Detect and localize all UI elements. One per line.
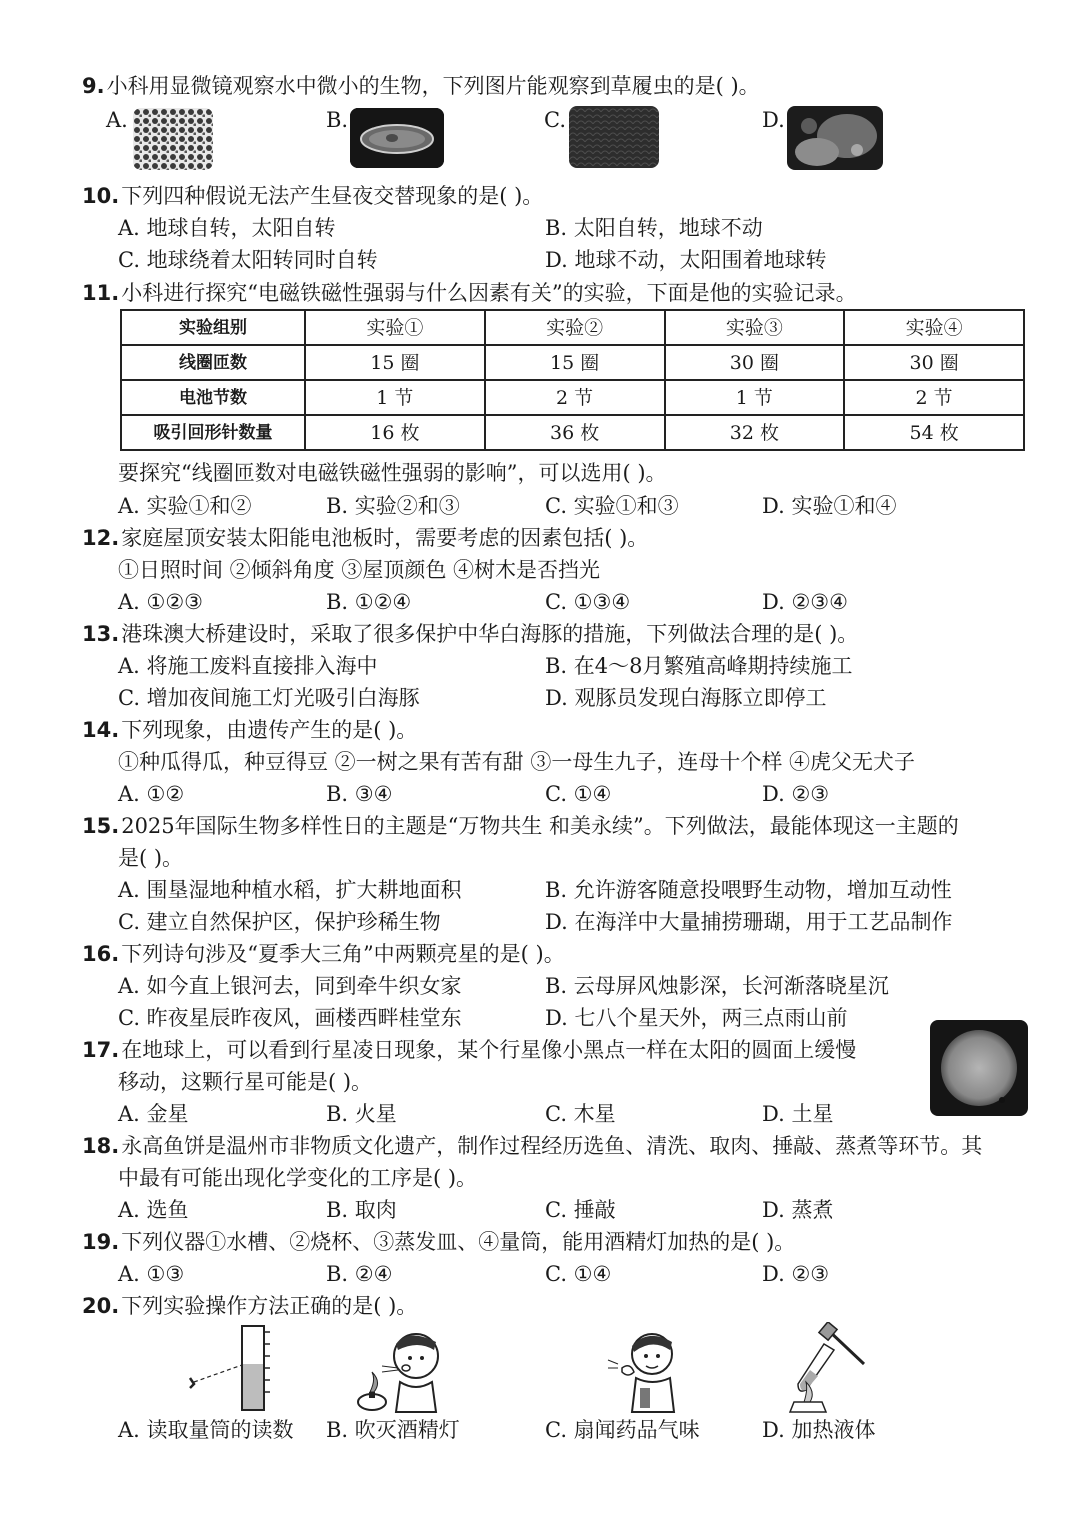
table-cell: 电池节数 [121, 380, 305, 415]
option-c: C. 增加夜间施工灯光吸引白海豚 [118, 686, 420, 710]
question-stem-continued: 是( )。 [118, 846, 184, 870]
question-number: 19. [82, 1230, 120, 1254]
option-b: B. ③④ [326, 782, 393, 806]
question-stem: 2025年国际生物多样性日的主题是“万物共生 和美永续”。下列做法，最能体现这一主题的 [121, 814, 959, 838]
option-d: D. [762, 108, 785, 132]
table-cell: 30 圈 [844, 345, 1024, 380]
question-stem: 小科进行探究“电磁铁磁性强弱与什么因素有关”的实验，下面是他的实验记录。 [121, 281, 857, 305]
option-d: D. 在海洋中大量捕捞珊瑚，用于工艺品制作 [545, 910, 953, 934]
option-c: C. ①④ [545, 782, 612, 806]
table-cell: 36 枚 [485, 415, 665, 450]
option-a: A. [106, 108, 128, 132]
option-d: D. 加热液体 [762, 1418, 876, 1442]
option-b: B. ①②④ [326, 590, 412, 614]
table-header-cell: 实验④ [844, 310, 1024, 345]
option-b: B. 允许游客随意投喂野生动物，增加互动性 [545, 878, 952, 902]
option-a: A. 将施工废料直接排入海中 [118, 654, 378, 678]
option-d: D. 地球不动，太阳围着地球转 [545, 248, 827, 272]
option-a: A. 实验①和② [118, 494, 252, 518]
option-c: C. 地球绕着太阳转同时自转 [118, 248, 378, 272]
option-a: A. 如今直上银河去，同到牵牛织女家 [118, 974, 462, 998]
dark-texture-micrograph-image [569, 106, 659, 168]
table-cell: 吸引回形针数量 [121, 415, 305, 450]
option-b: B. 吹灭酒精灯 [326, 1418, 460, 1442]
option-b: B. ②④ [326, 1262, 393, 1286]
option-c: C. [544, 108, 566, 132]
table-header-row [121, 310, 1024, 345]
question-stem: 港珠澳大桥建设时，采取了很多保护中华白海豚的措施，下列做法合理的是( )。 [121, 622, 859, 646]
option-c: C. 捶敲 [545, 1198, 616, 1222]
option-d: D. 实验①和④ [762, 494, 897, 518]
question-items: ①种瓜得瓜，种豆得豆 ②一树之果有苦有甜 ③一母生九子，连母十个样 ④虎父无犬子 [118, 750, 916, 774]
question-9 [82, 70, 760, 102]
question-stem: 下列实验操作方法正确的是( )。 [121, 1294, 418, 1318]
question-14 [82, 714, 417, 746]
option-d: D. ②③ [762, 782, 830, 806]
option-c: C. 实验①和③ [545, 494, 679, 518]
question-stem: 下列诗句涉及“夏季大三角”中两颗亮星的是( )。 [121, 942, 565, 966]
question-16 [82, 938, 565, 970]
table-cell: 54 枚 [844, 415, 1024, 450]
option-d: D. ②③④ [762, 590, 848, 614]
option-a: A. 地球自转，太阳自转 [118, 216, 336, 240]
question-11 [82, 277, 857, 309]
question-items: ①日照时间 ②倾斜角度 ③屋顶颜色 ④树木是否挡光 [118, 558, 601, 582]
option-b: B. 取肉 [326, 1198, 397, 1222]
option-b: B. 在4～8月繁殖高峰期持续施工 [545, 654, 853, 678]
option-c: C. ①③④ [545, 590, 631, 614]
question-number: 10. [82, 184, 120, 208]
question-stem: 下列仪器①水槽、②烧杯、③蒸发皿、④量筒，能用酒精灯加热的是( )。 [121, 1230, 796, 1254]
table-cell: 32 枚 [665, 415, 845, 450]
question-stem: 小科用显微镜观察水中微小的生物，下列图片能观察到草履虫的是( )。 [106, 74, 760, 98]
option-c: C. 扇闻药品气味 [545, 1418, 700, 1442]
option-c: C. 木星 [545, 1102, 616, 1126]
option-a: A. 选鱼 [118, 1198, 189, 1222]
table-cell: 1 节 [665, 380, 845, 415]
option-c: C. 昨夜星辰昨夜风，画楼西畔桂堂东 [118, 1006, 462, 1030]
question-number: 20. [82, 1294, 120, 1318]
option-b: B. 火星 [326, 1102, 397, 1126]
option-b: B. [326, 108, 349, 132]
question-number: 11. [82, 281, 120, 305]
question-stem: 永高鱼饼是温州市非物质文化遗产，制作过程经历选鱼、清洗、取肉、捶敲、蒸煮等环节。其 [121, 1134, 983, 1158]
question-13 [82, 618, 858, 650]
question-stem: 下列四种假说无法产生昼夜交替现象的是( )。 [121, 184, 544, 208]
question-20 [82, 1290, 417, 1322]
table-row [121, 345, 1024, 380]
option-d: D. 观豚员发现白海豚立即停工 [545, 686, 827, 710]
dense-cells-micrograph-image [133, 108, 213, 170]
question-number: 13. [82, 622, 120, 646]
option-b: B. 实验②和③ [326, 494, 460, 518]
option-c: C. 建立自然保护区，保护珍稀生物 [118, 910, 441, 934]
question-10 [82, 180, 543, 212]
table-cell: 15 圈 [305, 345, 485, 380]
question-11-sub-stem: 要探究“线圈匝数对电磁铁磁性强弱的影响”，可以选用( )。 [118, 461, 667, 485]
question-number: 17. [82, 1038, 120, 1062]
option-d: D. 蒸煮 [762, 1198, 834, 1222]
option-c: C. ①④ [545, 1262, 612, 1286]
table-cell: 16 枚 [305, 415, 485, 450]
graduated-cylinder-reading-figure [180, 1322, 280, 1414]
question-17 [82, 1034, 856, 1066]
waft-smell-figure [600, 1322, 686, 1414]
option-a: A. 读取量筒的读数 [118, 1418, 294, 1442]
question-number: 18. [82, 1134, 120, 1158]
paramecium-micrograph-image [350, 108, 444, 168]
experiment-table [120, 309, 1025, 451]
table-cell: 线圈匝数 [121, 345, 305, 380]
table-header-cell: 实验① [305, 310, 485, 345]
table-row [121, 380, 1024, 415]
question-stem: 在地球上，可以看到行星凌日现象，某个行星像小黑点一样在太阳的圆面上缓慢 [121, 1038, 857, 1062]
question-number: 12. [82, 526, 120, 550]
option-a: A. 围垦湿地种植水稻，扩大耕地面积 [118, 878, 462, 902]
table-cell: 2 节 [485, 380, 665, 415]
question-18 [82, 1130, 982, 1162]
option-b: B. 云母屏风烛影深，长河渐落晓星沉 [545, 974, 889, 998]
table-cell: 15 圈 [485, 345, 665, 380]
option-a: A. ①② [118, 782, 185, 806]
question-number: 16. [82, 942, 120, 966]
question-19 [82, 1226, 795, 1258]
question-stem: 下列现象，由遗传产生的是( )。 [121, 718, 418, 742]
question-stem: 家庭屋顶安装太阳能电池板时，需要考虑的因素包括( )。 [121, 526, 649, 550]
question-12 [82, 522, 648, 554]
table-cell: 2 节 [844, 380, 1024, 415]
table-header-cell: 实验③ [665, 310, 845, 345]
algae-micrograph-image [787, 106, 883, 170]
question-stem-continued: 中最有可能出现化学变化的工序是( )。 [118, 1166, 478, 1190]
question-number: 15. [82, 814, 120, 838]
planet-transit-image [930, 1020, 1028, 1116]
heating-liquid-figure [784, 1322, 874, 1414]
option-b: B. 太阳自转，地球不动 [545, 216, 763, 240]
question-stem-continued: 移动，这颗行星可能是( )。 [118, 1070, 373, 1094]
option-a: A. 金星 [118, 1102, 189, 1126]
table-header-cell: 实验② [485, 310, 665, 345]
table-header-cell: 实验组别 [121, 310, 305, 345]
option-d: D. 土星 [762, 1102, 834, 1126]
table-cell: 30 圈 [665, 345, 845, 380]
question-15 [82, 810, 959, 842]
question-number: 9. [82, 74, 105, 98]
option-d: D. 七八个星天外，两三点雨山前 [545, 1006, 848, 1030]
option-a: A. ①②③ [118, 590, 203, 614]
option-a: A. ①③ [118, 1262, 185, 1286]
blow-out-lamp-figure [352, 1322, 448, 1414]
question-number: 14. [82, 718, 120, 742]
table-row [121, 415, 1024, 450]
option-d: D. ②③ [762, 1262, 830, 1286]
table-cell: 1 节 [305, 380, 485, 415]
